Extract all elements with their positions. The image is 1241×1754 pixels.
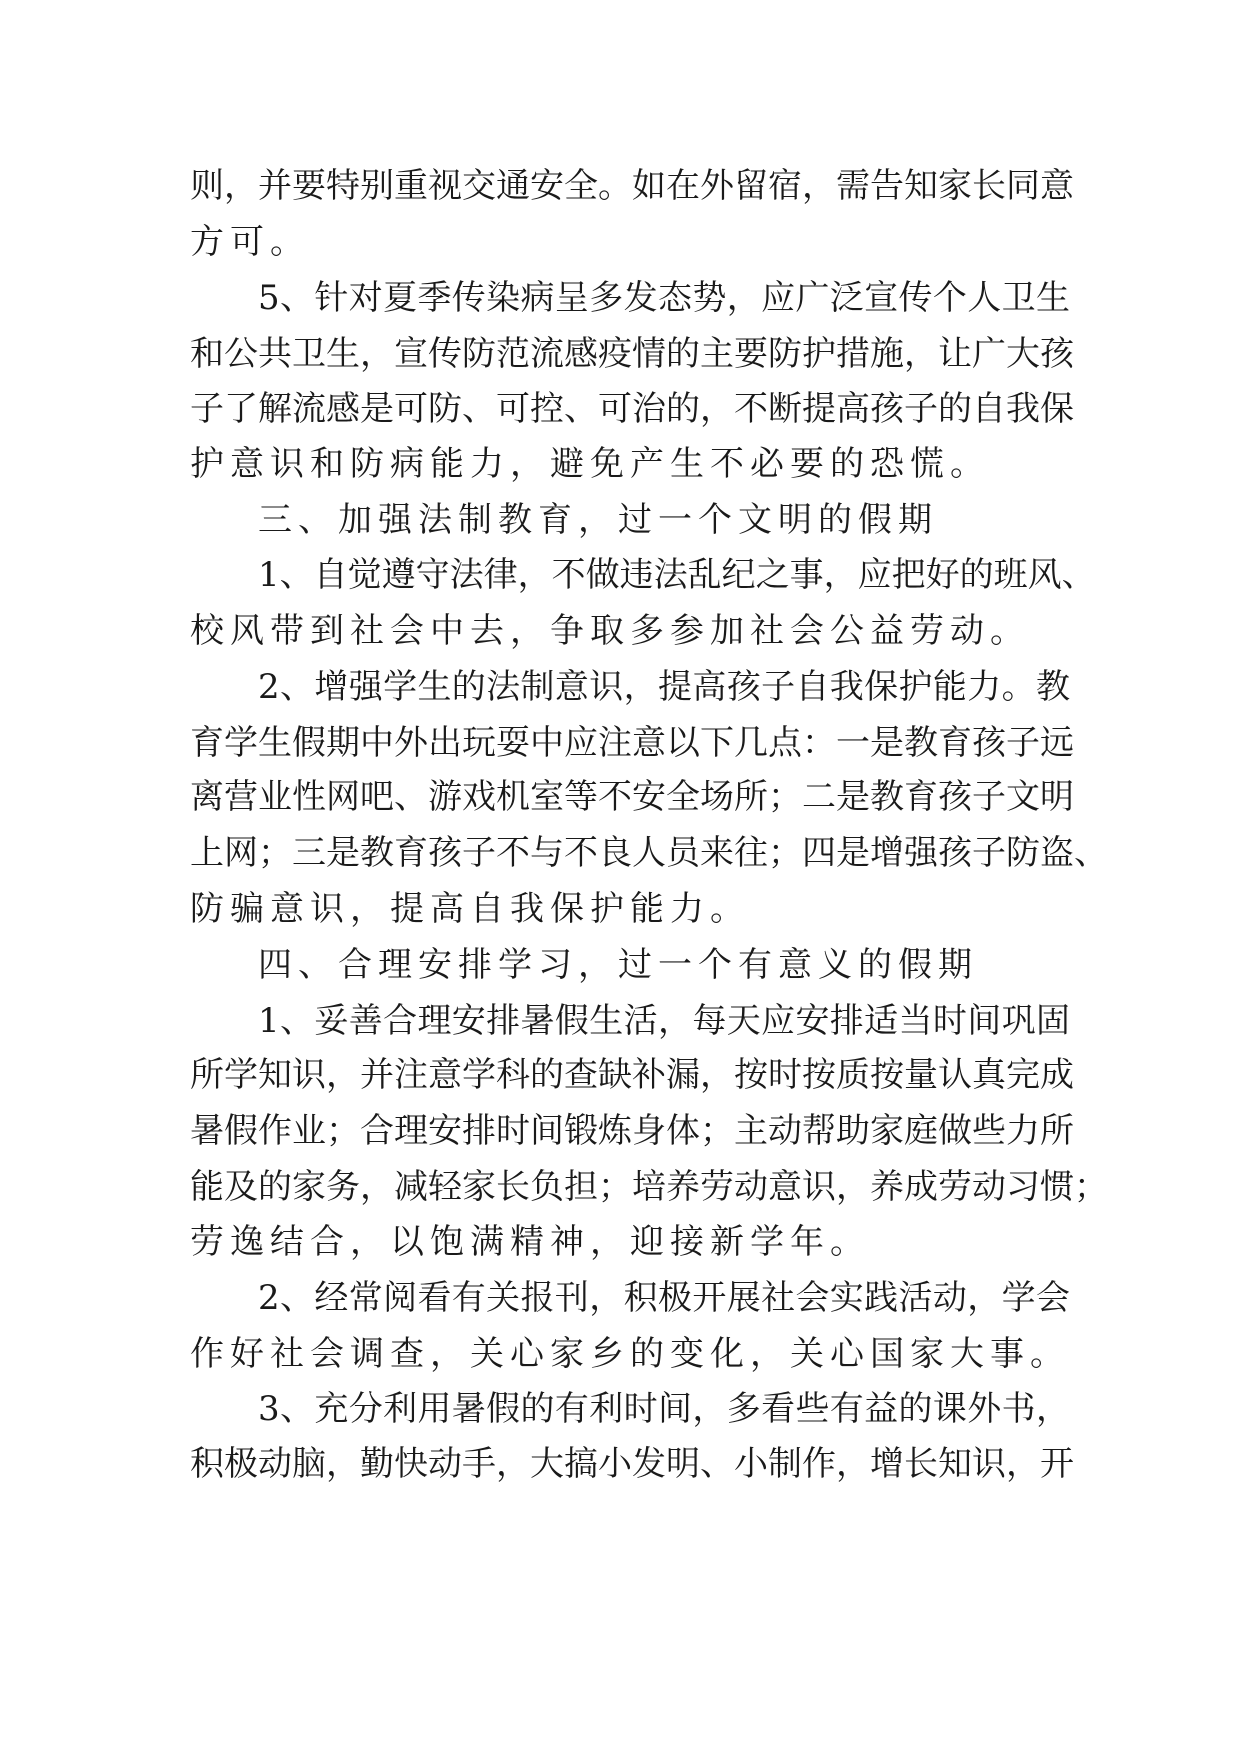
paragraph-line: 2、经常阅看有关报刊，积极开展社会实践活动，学会 (258, 1278, 1070, 1318)
paragraph-line: 2、增强学生的法制意识，提高孩子自我保护能力。教 (258, 667, 1070, 707)
paragraph-line: 作好社会调查，关心家乡的变化，关心国家大事。 (190, 1334, 1070, 1374)
section-heading: 四、合理安排学习，过一个有意义的假期 (258, 945, 978, 985)
paragraph-line: 上网；三是教育孩子不与不良人员来往；四是增强孩子防盗、 (190, 833, 1108, 873)
paragraph-line: 暑假作业；合理安排时间锻炼身体；主动帮助家庭做些力所 (190, 1111, 1074, 1151)
paragraph-line: 所学知识，并注意学科的查缺补漏，按时按质按量认真完成 (190, 1055, 1074, 1095)
paragraph-line: 育学生假期中外出玩耍中应注意以下几点：一是教育孩子远 (190, 723, 1074, 763)
paragraph-line: 能及的家务，减轻家长负担；培养劳动意识，养成劳动习惯； (190, 1167, 1108, 1207)
paragraph-line: 则，并要特别重视交通安全。如在外留宿，需告知家长同意 (190, 166, 1074, 206)
section-heading: 三、加强法制教育，过一个文明的假期 (258, 500, 938, 540)
paragraph-line: 离营业性网吧、游戏机室等不安全场所；二是教育孩子文明 (190, 777, 1074, 817)
paragraph-line: 防骗意识，提高自我保护能力。 (190, 889, 750, 929)
paragraph-line: 方可。 (190, 222, 310, 262)
paragraph-line: 和公共卫生，宣传防范流感疫情的主要防护措施，让广大孩 (190, 334, 1074, 374)
paragraph-line: 积极动脑，勤快动手，大搞小发明、小制作，增长知识，开 (190, 1444, 1074, 1484)
paragraph-line: 子了解流感是可防、可控、可治的，不断提高孩子的自我保 (190, 389, 1074, 429)
paragraph-line: 护意识和防病能力，避免产生不必要的恐慌。 (190, 444, 990, 484)
paragraph-line: 劳逸结合，以饱满精神，迎接新学年。 (190, 1222, 870, 1262)
paragraph-line: 5、针对夏季传染病呈多发态势，应广泛宣传个人卫生 (258, 278, 1070, 318)
paragraph-line: 3、充分利用暑假的有利时间，多看些有益的课外书， (258, 1389, 1070, 1429)
paragraph-line: 校风带到社会中去，争取多参加社会公益劳动。 (190, 611, 1030, 651)
paragraph-line: 1、自觉遵守法律，不做违法乱纪之事，应把好的班风、 (258, 555, 1096, 595)
paragraph-line: 1、妥善合理安排暑假生活，每天应安排适当时间巩固 (258, 1001, 1070, 1041)
